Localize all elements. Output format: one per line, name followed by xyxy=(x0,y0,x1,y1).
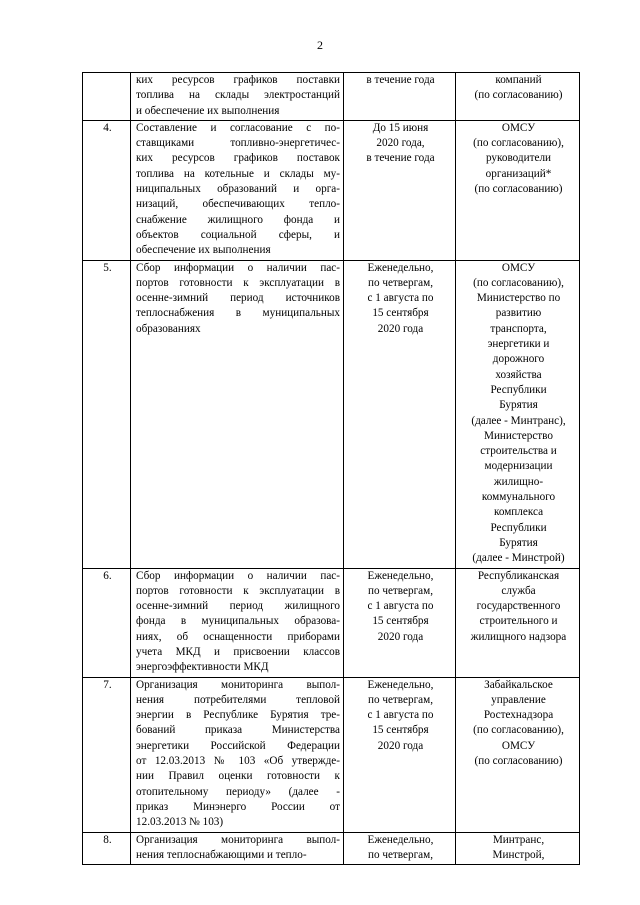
responsible-cell-line: компаний xyxy=(495,74,542,86)
task-cell-line: Организация мониторинга выпол- xyxy=(136,833,340,846)
task-cell-line: энергетики Российской Федерации xyxy=(136,739,340,752)
term-cell-line: в течение года xyxy=(366,152,435,165)
responsible-cell xyxy=(456,120,580,260)
responsible-cell-line: дорожного xyxy=(492,353,545,366)
task-cell-line: ниципальных образований и орга- xyxy=(136,183,340,196)
task-cell-line: Организация мониторинга выпол- xyxy=(136,678,340,691)
table-row xyxy=(83,568,580,677)
responsible-cell-line: (по согласованию), xyxy=(473,276,564,289)
responsible-cell-line: (далее - Минтранс), xyxy=(471,414,566,427)
row-number: 4. xyxy=(83,120,131,260)
responsible-cell-line: Бурятия xyxy=(499,536,538,549)
task-cell-line: и обеспечение их выполнения xyxy=(136,104,280,117)
task-cell-line: обеспечение их выполнения xyxy=(136,244,271,257)
term-cell xyxy=(344,73,456,121)
responsible-cell-line: ОМСУ xyxy=(501,261,536,274)
task-cell-line: энергии в Республике Бурятия тре- xyxy=(136,709,340,722)
task-cell xyxy=(131,120,344,260)
task-cell-line: нения теплоснабжающими и тепло- xyxy=(136,848,307,861)
task-cell-line: отопительному периоду» (далее - xyxy=(136,785,340,798)
term-cell-line: 2020 года xyxy=(377,739,424,752)
row-number: 8. xyxy=(83,832,131,865)
row-number: 5. xyxy=(83,260,131,568)
term-cell xyxy=(344,677,456,832)
task-cell-line: нии Правил оценки готовности к xyxy=(136,770,340,783)
term-cell-line: Еженедельно, xyxy=(367,261,434,274)
term-cell xyxy=(344,832,456,865)
responsible-cell-line: (по согласованию), xyxy=(473,137,564,150)
term-cell-line: 15 сентября xyxy=(372,307,429,320)
task-cell-line: снабжение жилищного фонда и xyxy=(136,213,340,226)
responsible-cell-line: (по согласованию) xyxy=(474,183,563,196)
task-cell-line: ких ресурсов графиков поставки xyxy=(136,74,340,86)
task-cell-line: Сбор информации о наличии пас- xyxy=(136,261,340,274)
task-cell xyxy=(131,260,344,568)
responsible-cell-line: ОМСУ xyxy=(501,121,536,134)
responsible-cell-line: организаций* xyxy=(485,167,552,180)
responsible-cell-line: Министерство xyxy=(484,429,553,442)
responsible-cell xyxy=(456,568,580,677)
task-cell-line: портов готовности к эксплуатации в xyxy=(136,584,340,597)
task-cell-line: нения потребителями тепловой xyxy=(136,693,340,706)
term-cell-line: Еженедельно, xyxy=(367,833,434,846)
task-cell-line: топлива на котельные и склады му- xyxy=(136,167,340,180)
page-number: 2 xyxy=(317,38,323,52)
term-cell-line: 15 сентября xyxy=(372,724,429,737)
task-cell-line: ких ресурсов графиков поставок xyxy=(136,152,340,165)
row-number xyxy=(83,73,131,121)
table-row xyxy=(83,120,580,260)
task-cell-line: приказ Минэнерго России от xyxy=(136,800,340,813)
responsible-cell-line: руководители xyxy=(485,152,552,165)
task-cell-line: энергоэффективности МКД xyxy=(136,661,269,674)
table-row xyxy=(83,832,580,865)
term-cell-line: по четвергам, xyxy=(367,848,434,861)
responsible-cell-line: развитию xyxy=(495,307,542,320)
responsible-cell xyxy=(456,260,580,568)
term-cell-line: До 15 июня xyxy=(372,121,429,134)
responsible-cell-line: Республики xyxy=(490,521,547,534)
term-cell-line: в течение года xyxy=(366,74,435,86)
task-cell-line: от 12.03.2013 № 103 «Об утвержде- xyxy=(136,755,340,768)
responsible-cell-line: хозяйства xyxy=(495,368,542,381)
responsible-cell xyxy=(456,832,580,865)
task-cell xyxy=(131,677,344,832)
responsible-cell-line: Министерство по xyxy=(476,292,561,305)
plan-table xyxy=(82,72,580,865)
task-cell xyxy=(131,568,344,677)
responsible-cell xyxy=(456,677,580,832)
plan-table-body xyxy=(83,73,580,865)
responsible-cell-line: жилищного надзора xyxy=(470,630,567,643)
task-cell-line: теплоснабжения в муниципальных xyxy=(136,307,340,320)
term-cell-line: 15 сентября xyxy=(372,615,429,628)
table-row xyxy=(83,73,580,121)
term-cell xyxy=(344,120,456,260)
term-cell-line: с 1 августа по xyxy=(367,600,434,613)
responsible-cell-line: строительного и xyxy=(479,615,558,628)
task-cell xyxy=(131,73,344,121)
responsible-cell-line: жилищно- xyxy=(493,475,544,488)
task-cell-line: образованиях xyxy=(136,322,201,335)
task-cell-line: осенне-зимний период жилищного xyxy=(136,600,340,613)
responsible-cell-line: управление xyxy=(491,693,546,706)
responsible-cell-line: (по согласованию), xyxy=(473,724,564,737)
responsible-cell-line: (по согласованию) xyxy=(474,89,563,102)
table-row xyxy=(83,260,580,568)
responsible-cell-line: комплекса xyxy=(493,506,544,519)
responsible-cell-line: Минтранс, xyxy=(492,833,545,846)
responsible-cell-line: (далее - Минстрой) xyxy=(472,552,565,565)
responsible-cell-line: Минстрой, xyxy=(492,848,545,861)
task-cell xyxy=(131,832,344,865)
responsible-cell-line: Бурятия xyxy=(499,399,538,412)
task-cell-line: низаций, обеспечивающих тепло- xyxy=(136,198,340,211)
responsible-cell-line: (по согласованию) xyxy=(474,755,563,768)
term-cell-line: 2020 года xyxy=(377,322,424,335)
responsible-cell xyxy=(456,73,580,121)
row-number: 6. xyxy=(83,568,131,677)
task-cell-line: ставщиками топливно-энергетичес- xyxy=(136,137,340,150)
task-cell-line: осенне-зимний период источников xyxy=(136,292,340,305)
responsible-cell-line: строительства и xyxy=(480,445,557,458)
table-row xyxy=(83,677,580,832)
responsible-cell-line: служба xyxy=(501,584,536,597)
responsible-cell-line: модернизации xyxy=(484,460,553,473)
responsible-cell-line: коммунального xyxy=(481,491,556,504)
term-cell-line: по четвергам, xyxy=(367,693,434,706)
term-cell xyxy=(344,568,456,677)
task-cell-line: 12.03.2013 № 103) xyxy=(136,816,224,829)
responsible-cell-line: Республиканская xyxy=(477,569,560,582)
responsible-cell-line: Забайкальское xyxy=(484,678,553,691)
task-cell-line: портов готовности к эксплуатации в xyxy=(136,276,340,289)
task-cell-line: Составление и согласование с по- xyxy=(136,121,340,134)
task-cell-line: объектов социальной сферы, и xyxy=(136,228,340,241)
responsible-cell-line: Ростехнадзора xyxy=(483,709,554,722)
term-cell xyxy=(344,260,456,568)
task-cell-line: бований приказа Министерства xyxy=(136,724,340,737)
term-cell-line: 2020 года xyxy=(377,630,424,643)
term-cell-line: Еженедельно, xyxy=(367,678,434,691)
responsible-cell-line: государственного xyxy=(476,600,561,613)
task-cell-line: ниях, об оснащенности приборами xyxy=(136,630,340,643)
term-cell-line: с 1 августа по xyxy=(367,292,434,305)
responsible-cell-line: транспорта, xyxy=(490,322,547,335)
task-cell-line: топлива на склады электростанций xyxy=(136,89,340,102)
term-cell-line: по четвергам, xyxy=(367,276,434,289)
responsible-cell-line: Республики xyxy=(490,383,547,396)
task-cell-line: учета МКД и присвоении классов xyxy=(136,645,340,658)
term-cell-line: Еженедельно, xyxy=(367,569,434,582)
responsible-cell-line: ОМСУ xyxy=(501,739,536,752)
term-cell-line: с 1 августа по xyxy=(367,709,434,722)
row-number: 7. xyxy=(83,677,131,832)
responsible-cell-line: энергетики и xyxy=(487,338,550,351)
task-cell-line: фонда в муниципальных образова- xyxy=(136,615,340,628)
term-cell-line: 2020 года, xyxy=(376,137,425,150)
task-cell-line: Сбор информации о наличии пас- xyxy=(136,569,340,582)
term-cell-line: по четвергам, xyxy=(367,584,434,597)
